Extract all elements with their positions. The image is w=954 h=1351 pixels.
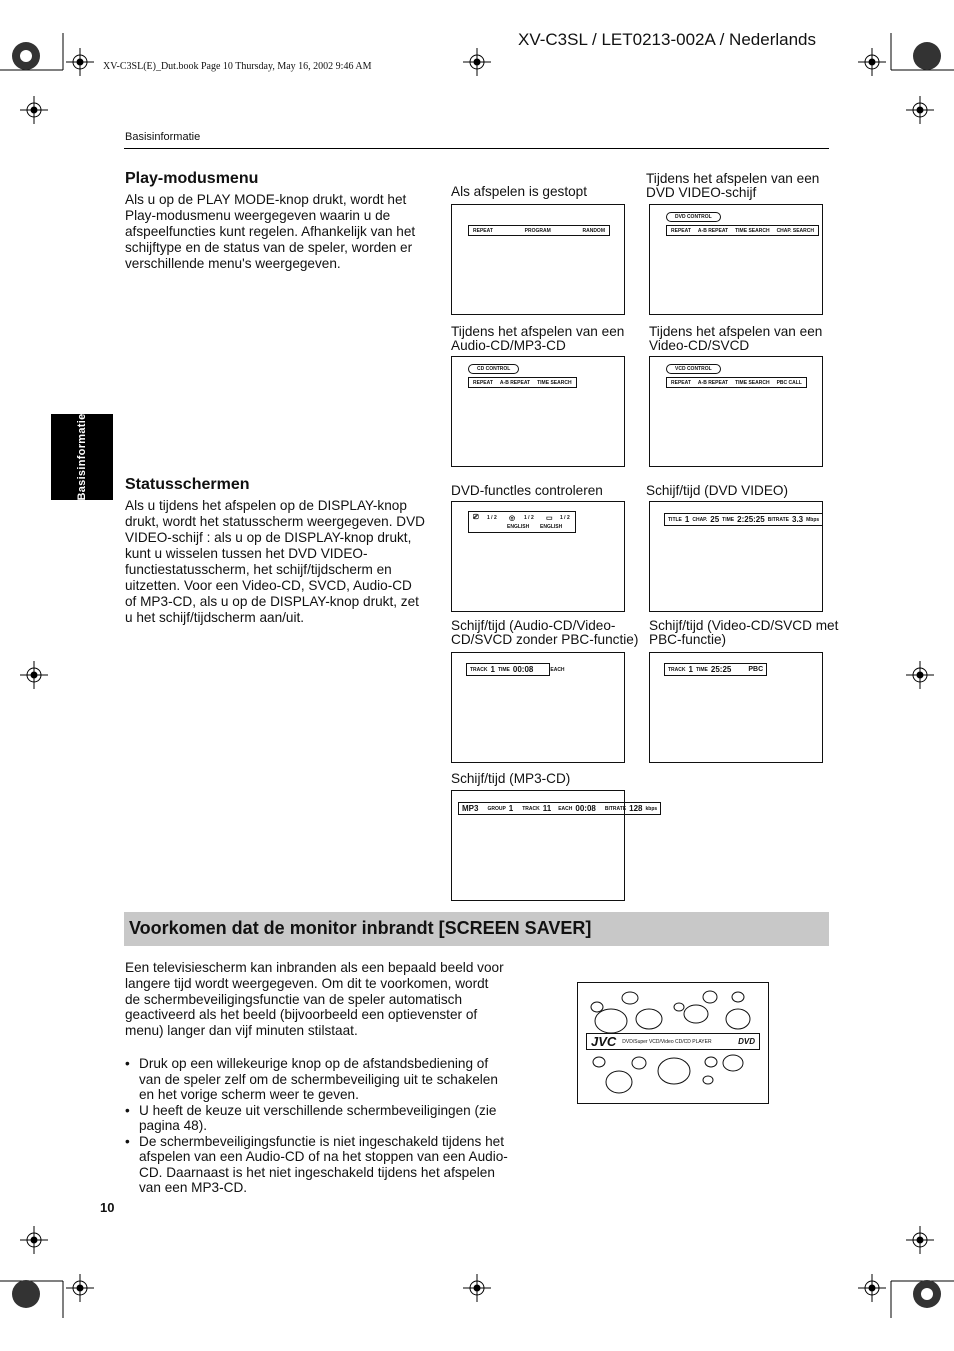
screen-audio-time — [451, 652, 625, 763]
track-value: 1 — [688, 665, 693, 674]
each-label: EACH — [558, 805, 573, 812]
menu-item-program: PROGRAM — [524, 227, 551, 234]
bitrate-label: BITRATE — [767, 516, 789, 523]
caption-mp3-time: Schijf/tijd (MP3-CD) — [451, 771, 571, 786]
mp3-status-bar — [458, 802, 661, 815]
each-label: EACH — [550, 666, 565, 673]
dvd-control-bar — [666, 225, 819, 236]
menu-item-repeat: REPEAT — [473, 379, 493, 386]
screen-vcd-pbc-time — [649, 652, 823, 763]
caption-dvd-video: Tijdens het afspelen van een DVD VIDEO-schijf — [646, 171, 820, 200]
title-label: TITLE — [668, 516, 682, 523]
page-number: 10 — [100, 1200, 115, 1215]
chapter-label: CHAP. — [692, 516, 708, 523]
audio-value: 1 / 2 — [524, 515, 534, 521]
screen-saver-illustration — [577, 982, 769, 1104]
menu-item-repeat: REPEAT — [671, 379, 691, 386]
document-title: XV-C3SL / LET0213-002A / Nederlands — [518, 30, 816, 49]
side-tab — [51, 414, 113, 500]
screen-dvd-time — [649, 501, 823, 612]
vcd-control-bar — [666, 377, 807, 388]
list-item: • U heeft de keuze uit verschillende schermbeveiligingen (zie pagina 48). — [125, 1103, 510, 1134]
side-tab-label: Basisinformatie — [76, 413, 88, 501]
title-value: 1 — [684, 515, 690, 524]
menu-item-ab-repeat: A-B REPEAT — [697, 379, 729, 386]
audio-status-bar — [466, 663, 565, 676]
play-mode-heading: Play-modusmenu — [125, 170, 259, 187]
time-label: TIME — [722, 516, 735, 523]
bitrate-unit: kbps — [645, 805, 658, 812]
menu-item-ab-repeat: A-B REPEAT — [499, 379, 531, 386]
dvd-control-pill: DVD CONTROL — [666, 212, 721, 222]
player-type: DVD/Super VCD/Video CD/CD PLAYER — [622, 1038, 712, 1045]
time-label: TIME — [497, 666, 510, 673]
cd-control-bar — [468, 377, 577, 388]
dvd-logo: DVD — [738, 1037, 755, 1046]
group-value: 1 — [508, 804, 514, 813]
caption-stopped: Als afspelen is gestopt — [451, 184, 588, 199]
audio-icon: ◎ — [509, 515, 516, 522]
time-value: 2:25:25 — [737, 515, 765, 524]
caption-dvd-functions: DVD-functles controleren — [451, 483, 603, 498]
screen-mp3-time — [451, 790, 658, 901]
vcd-status-bar — [664, 663, 767, 676]
menu-item-time-search: TIME SEARCH — [735, 227, 770, 234]
brand-logo: JVC — [591, 1034, 617, 1049]
list-item: • De schermbeveiligingsfunctie is niet ingeschakeld tijdens het afspelen van een Audio-CD of na het stoppen van een Audio-CD. Daarnaast is het niet ingeschakeld tijdens het afspelen van een MP3-CD. — [125, 1134, 510, 1196]
bitrate-unit: Mbps — [806, 516, 820, 523]
dvd-status-bar — [664, 513, 823, 526]
menu-item-pbc-call: PBC CALL — [776, 379, 802, 386]
screen-dvd-functions — [451, 501, 625, 612]
screen-stopped — [451, 204, 625, 315]
menu-item-chap-search: CHAP. SEARCH — [776, 227, 814, 234]
pbc-label: PBC — [748, 666, 764, 673]
screen-video-cd — [649, 356, 823, 467]
screen-saver-heading: Voorkomen dat de monitor inbrandt [SCREEN SAVER] — [129, 918, 592, 938]
track-value: 11 — [542, 804, 552, 813]
angle-icon: ⎚ — [473, 514, 479, 521]
menu-item-ab-repeat: A-B REPEAT — [697, 227, 729, 234]
menu-item-repeat: REPEAT — [473, 227, 493, 234]
caption-vcd-pbc-time: Schijf/tijd (Video-CD/SVCD met PBC-functie) — [649, 618, 839, 647]
dvd-function-bar — [468, 511, 576, 533]
play-mode-menu-bar — [468, 225, 610, 236]
cd-control-pill: CD CONTROL — [468, 364, 519, 374]
angle-value: 1 / 2 — [487, 515, 497, 521]
track-label: TRACK — [668, 666, 686, 673]
vcd-control-pill: VCD CONTROL — [666, 364, 721, 374]
menu-item-repeat: REPEAT — [671, 227, 691, 234]
time-value: 25:25 — [710, 665, 732, 674]
caption-audio-time: Schijf/tijd (Audio-CD/Video-CD/SVCD zonder PBC-functie) — [451, 618, 639, 647]
subtitle-language: ENGLISH — [540, 524, 563, 530]
menu-item-time-search: TIME SEARCH — [537, 379, 572, 386]
caption-dvd-time: Schijf/tijd (DVD VIDEO) — [646, 483, 789, 498]
list-item: • Druk op een willekeurige knop op de afstandsbediening of van de speler zelf om de schermbeveiliging uit te schakelen en het vorige scherm weer te geven. — [125, 1056, 510, 1103]
screen-saver-bullets — [125, 1056, 510, 1196]
section-label: Basisinformatie — [125, 131, 201, 143]
chapter-value: 25 — [710, 515, 720, 524]
subtitle-icon: ▭ — [546, 515, 553, 522]
bitrate-value: 128 — [629, 804, 643, 813]
group-label: GROUP — [487, 805, 506, 812]
status-heading: Statusschermen — [125, 476, 250, 493]
caption-audio-cd: Tijdens het afspelen van een Audio-CD/MP3-CD — [451, 324, 625, 353]
track-label: TRACK — [470, 666, 488, 673]
bitrate-value: 3.3 — [792, 515, 804, 524]
bitrate-label: BITRATE — [604, 805, 627, 812]
time-value: 00:08 — [512, 665, 534, 674]
jvc-logo-bar — [586, 1033, 760, 1050]
track-label: TRACK — [522, 805, 540, 812]
book-info-line: XV-C3SL(E)_Dut.book Page 10 Thursday, May 16, 2002 9:46 AM — [103, 61, 372, 72]
audio-language: ENGLISH — [507, 524, 530, 530]
screen-saver-banner — [124, 912, 829, 946]
header-rule — [124, 148, 829, 149]
caption-video-cd: Tijdens het afspelen van een Video-CD/SVCD — [649, 324, 823, 353]
time-value: 00:08 — [575, 804, 596, 813]
status-body: Als u tijdens het afspelen op de DISPLAY-knop drukt, wordt het statusscherm weergegeven. DVD VIDEO-schijf : als u op de DISPLAY-knop drukt, kunt u wisselen tussen het DVD VIDEO-functiestatusscherm, het schijf/tijdscherm en uitzetten. Voor een Video-CD, SVCD, Audio-CD of MP3-CD, als u op de DISPLAY-knop drukt, zet u het schijf/tijdscherm aan/uit. — [125, 498, 425, 625]
screen-saver-intro: Een televisiescherm kan inbranden als een bepaald beeld voor langere tijd wordt weergegeven. Om dit te voorkomen, wordt de schermbeveiligingsfunctie van de speler automatisch geactiveerd als het beeld (bijvoorbeeld een optievenster of menu) langer dan vijf minuten stilstaat. — [125, 960, 504, 1039]
track-value: 1 — [490, 665, 495, 674]
menu-item-random: RANDOM — [582, 227, 605, 234]
subtitle-value: 1 / 2 — [560, 515, 570, 521]
menu-item-time-search: TIME SEARCH — [735, 379, 770, 386]
time-label: TIME — [695, 666, 708, 673]
screen-audio-cd — [451, 356, 625, 467]
mp3-label: MP3 — [462, 804, 479, 813]
screen-dvd-video — [649, 204, 823, 315]
play-mode-body: Als u op de PLAY MODE-knop drukt, wordt het Play-modusmenu weergegeven waarin u de afspeelfuncties kunt regelen. Afhankelijk van het schijftype en de status van de speler, worden er verschillende menu's weergegeven. — [125, 192, 416, 271]
